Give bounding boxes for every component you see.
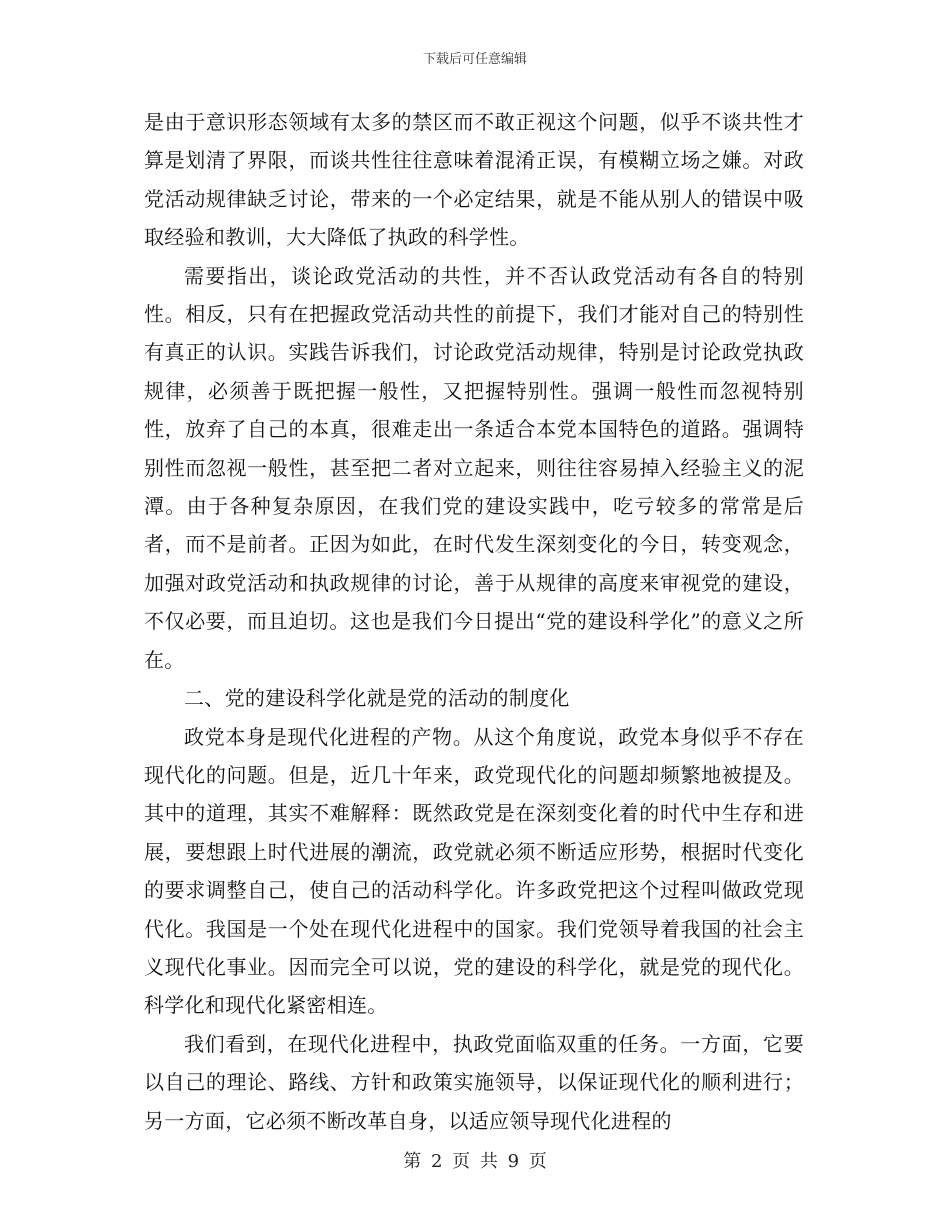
paragraph-continued: 是由于意识形态领域有太多的禁区而不敢正视这个问题，似乎不谈共性才算是划清了界限，而谈共性往往意味着混淆正误，有模糊立场之嫌。对政党活动规律缺乏讨论，带来的一个必定结果，就是不能从别人的错误中吸取经验和教训，大大降低了执政的科学性。 [144, 110, 804, 250]
paragraph: 需要指出，谈论政党活动的共性，并不否认政党活动有各自的特别性。相反，只有在把握政党活动共性的前提下，我们才能对自己的特别性有真正的认识。实践告诉我们，讨论政党活动规律，特别是讨论政党执政规律，必须善于既把握一般性，又把握特别性。强调一般性而忽视特别性，放弃了自己的本真，很难走出一条适合本党本国特色的道路。强调特别性而忽视一般性，甚至把二者对立起来，则往往容易掉入经验主义的泥潭。由于各种复杂原因，在我们党的建设实践中，吃亏较多的常常是后者，而不是前者。正因为如此，在时代发生深刻变化的今日，转变观念，加强对政党活动和执政规律的讨论，善于从规律的高度来审视党的建设，不仅必要，而且迫切。这也是我们今日提出“党的建设科学化”的意义之所在。 [144, 263, 804, 672]
document-body [144, 103, 804, 1140]
paragraph: 我们看到，在现代化进程中，执政党面临双重的任务。一方面，它要以自己的理论、路线、方针和政策实施领导，以保证现代化的顺利进行；另一方面，它必须不断改革自身，以适应领导现代化进程的 [144, 1031, 804, 1133]
paragraph: 政党本身是现代化进程的产物。从这个角度说，政党本身似乎不存在现代化的问题。但是，近几十年来，政党现代化的问题却频繁地被提及。其中的道理，其实不难解释：既然政党是在深刻变化着的时代中生存和进展，要想跟上时代进展的潮流，政党就必须不断适应形势，根据时代变化的要求调整自己，使自己的活动科学化。许多政党把这个过程叫做政党现代化。我国是一个处在现代化进程中的国家。我们党领导着我国的社会主义现代化事业。因而完全可以说，党的建设的科学化，就是党的现代化。科学化和现代化紧密相连。 [144, 724, 804, 1018]
section-heading: 二、党的建设科学化就是党的活动的制度化 [184, 686, 570, 711]
page-number-footer: 第 2 页 共 9 页 [403, 1151, 547, 1172]
page-header-note: 下载后可任意编辑 [422, 52, 527, 67]
